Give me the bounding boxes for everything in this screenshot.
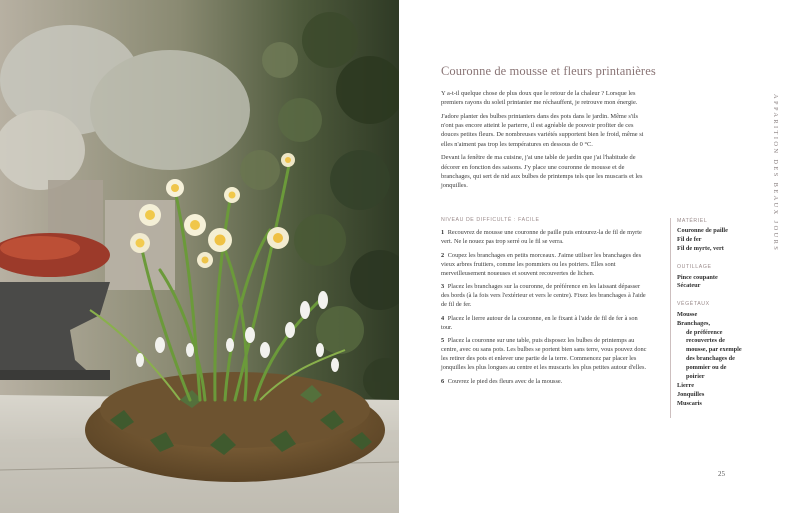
recipe-page: [399, 0, 800, 513]
step-3: [441, 282, 647, 309]
materiel-item: Couronne de paille: [677, 227, 728, 235]
outillage-item: Pince coupante: [677, 273, 718, 281]
materiel-group: [677, 217, 757, 254]
vegetaux-item: Jonquilles: [677, 390, 705, 398]
side-title: [770, 94, 782, 264]
step-number: 2: [441, 251, 445, 259]
materiel-item: Fil de fer: [677, 236, 702, 244]
step-text: Placez les branchages sur la couronne, de préférence en les laissant dépasser des bords (à la fois vers l'extérieur et vers le centre). Fixez les branchages à l'aide de fil de fer.: [441, 283, 646, 309]
step-4: [441, 314, 647, 332]
step-text: Placez la couronne sur une table, puis disposez les bulbes de printemps au centre, avec ou sans pots. Les bulbes se portent bien sans terre, vous pouvez donc les retirer des pots et enlever une partie de la terre. Commencez par placer les jonquilles les plus longues au centre et les muscaris les plus petites autour d'elles.: [441, 337, 647, 372]
step-text: Placez le lierre autour de la couronne, en le fixant à l'aide de fil de fer à son tour.: [441, 314, 638, 331]
vegetaux-item: Mousse: [677, 310, 698, 318]
step-number: 5: [441, 337, 445, 345]
step-6: [441, 377, 647, 386]
vegetaux-item: pommier ou de: [686, 364, 727, 372]
step-number: 3: [441, 283, 445, 291]
vegetaux-item: Muscaris: [677, 399, 702, 407]
vegetaux-item: Lierre: [677, 382, 695, 389]
vegetaux-list: [677, 311, 757, 409]
step-number: 4: [441, 314, 445, 322]
page-title: Couronne de mousse et fleurs printanières: [441, 64, 656, 78]
step-2: [441, 251, 647, 278]
page-number: 25: [718, 470, 725, 478]
photo-spring-wreath: [0, 0, 399, 513]
vegetaux-heading: VÉGÉTAUX: [677, 301, 710, 308]
materiel-heading: MATÉRIEL: [677, 218, 708, 224]
column-divider: [670, 218, 671, 418]
step-text: Couvrez le pied des fleurs avec de la mousse.: [447, 377, 563, 385]
vegetaux-item: recouvertes de: [686, 337, 725, 345]
steps-list: [441, 228, 647, 391]
materials-sidebar: [677, 217, 757, 418]
vegetaux-item: des branchages de: [686, 355, 735, 363]
outillage-heading: OUTILLAGE: [677, 264, 712, 271]
step-1: [441, 228, 647, 246]
vegetaux-item: Branchages,: [677, 319, 711, 327]
side-title-text: APPARITION DES BEAUX JOURS: [772, 94, 779, 253]
outillage-item: Sécateur: [677, 282, 701, 290]
step-number: 6: [441, 377, 445, 385]
materiel-item: Fil de myrte, vert: [677, 245, 724, 253]
difficulty-label: NIVEAU DE DIFFICULTÉ : FACILE: [441, 217, 540, 223]
step-5: [441, 336, 647, 372]
vegetaux-group: [677, 300, 757, 408]
intro-text: [441, 89, 647, 195]
intro-paragraph: Devant la fenêtre de ma cuisine, j'ai une table de jardin que j'ai l'habitude de décorer en fonction des saisons. J'y place une couronne de mousse et de branchages, qui sert de nid aux bulbes de printemps tels que les muscaris et les jonquilles.: [441, 154, 643, 190]
outillage-group: [677, 263, 757, 291]
vegetaux-item: mousse, par exemple: [686, 346, 742, 354]
intro-paragraph: J'adore planter des bulbes printaniers dans des pots dans le jardin. Même s'ils n'ont pas encore atteint le parterre, il est agréable de pouvoir profiter de ces douces petites fleurs. De nombreuses variétés supportent bien le froid, même si elles n'aiment pas trop les températures en dessous de 0 °C.: [441, 113, 644, 148]
step-number: 1: [441, 229, 445, 236]
step-text: Coupez les branchages en petits morceaux. J'aime utiliser les branchages des vieux arbres fruitiers, comme les pommiers ou les poiriers. Elles sont merveilleusement noueuses et souvent recouvertes de lichen.: [441, 251, 642, 277]
vegetaux-item: de préférence: [686, 328, 723, 336]
vegetaux-item: poirier: [686, 373, 705, 381]
step-text: Recouvrez de mousse une couronne de paille puis entourez-la de fil de myrte vert. Ne le nouez pas trop serré ou le fil se verra.: [441, 229, 642, 245]
intro-paragraph: Y a-t-il quelque chose de plus doux que le retour de la chaleur ? Lorsque les premiers rayons du soleil printanier me réchauffent, je retrouve mon énergie.: [441, 90, 638, 107]
